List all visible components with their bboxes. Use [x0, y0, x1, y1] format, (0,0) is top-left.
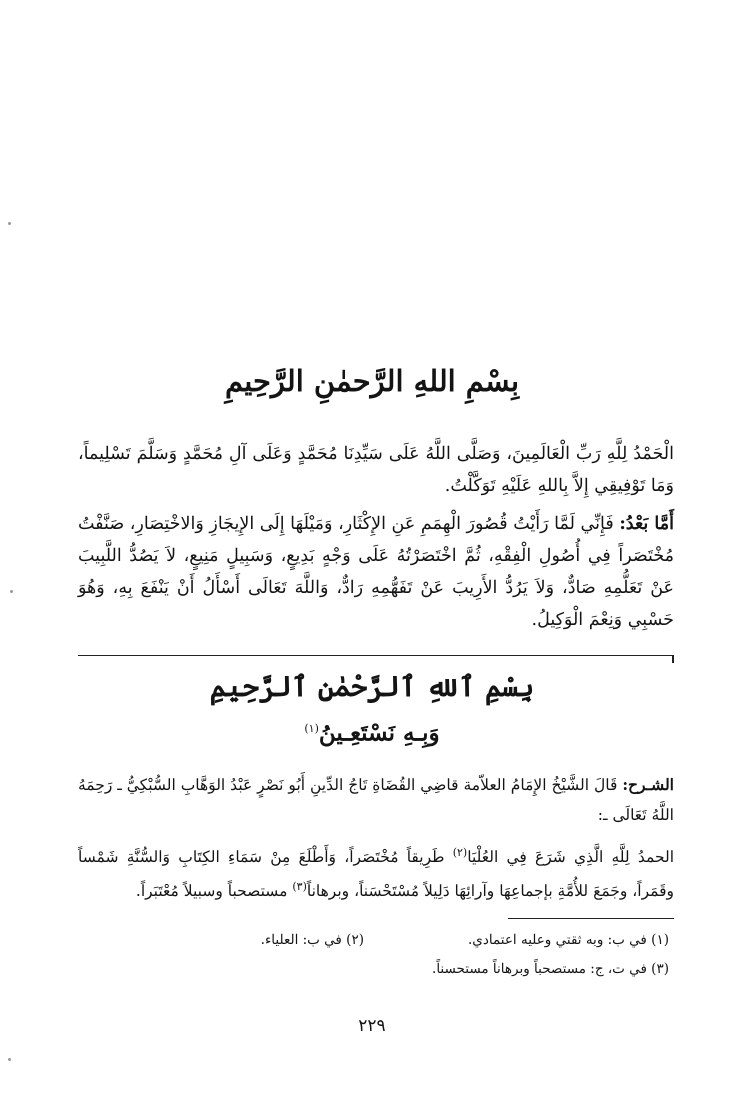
wabihi-text: وَبِـهِ نَسْتَعِـينُ: [318, 719, 440, 747]
section-divider: [78, 655, 674, 656]
sharh-label: الشـرح:: [622, 775, 674, 794]
basmala-heading-matn: بِسْمِ اللهِ الرَّحمٰنِ الرَّحِيمِ: [224, 364, 520, 398]
footnote-ref-1: (١): [304, 722, 319, 735]
scan-speck: [10, 590, 13, 593]
sharh-paragraph-2: [78, 838, 674, 906]
sharh-line-1: قَالَ الشَّيْخُ الإِمَامُ العلاّمة قاضِي القُضَاةِ تَاجُ الدِّينِ أَبُو نَصْرٍ عَبْدُ الوَهَّابِ السُّبْكِيُّ ـ رَحِمَهُ اللَّهُ تَعَالَى ـ:: [78, 776, 674, 824]
scan-speck: [8, 1058, 11, 1061]
wabihi-nastain-heading: [0, 711, 744, 752]
section-divider-end: [672, 655, 674, 663]
sharh-line-2b: طَرِيقاً مُخْتَصَراً، وَأَطْلَعَ مِنْ سَمَاءِ الكِتَابِ وَالسُّنَّةِ شَمْساً وقَمَراً، وجَمَعَ للأُمَّةِ بإجماعِهَا وآرائِهَا دَلِيلاً مُسْتَحْسَناً، وبرهاناً: [78, 848, 674, 901]
sharh-line-2c: مستصحباً وسبيلاً مُعْتَبَراً.: [135, 882, 288, 901]
footnote-ref-2: (٢): [452, 846, 468, 859]
scan-speck: [8, 222, 11, 225]
footnote-3: (٣) في ت، ج: مستصحباً وبرهاناً مستحسناً.: [432, 961, 669, 977]
preface-paragraph-1: الْحَمْدُ لِلَّهِ رَبِّ الْعَالَمِينَ، وَصَلَّى اللَّهُ عَلَى سَيِّدِنَا مُحَمَّدٍ وَعَلَى آلِ مُحَمَّدٍ وَسَلَّمَ تَسْلِيماً، وَمَا تَوْفِيقِي إِلاَّ بِاللهِ عَلَيْهِ تَوَكَّلْتُ.: [78, 444, 674, 496]
sharh-line-2a: الحمدُ لِلَّهِ الَّذِي شَرَعَ فِي العُلْيَا: [467, 848, 674, 867]
footnote-1: (١) في ب: وبه ثقتي وعليه اعتمادي.: [468, 932, 669, 948]
page-number: ٢٢٩: [358, 1016, 386, 1036]
amma-badu-label: أَمَّا بَعْدُ:: [619, 514, 674, 534]
sharh-paragraph-1: [78, 770, 674, 830]
preface-paragraph-2: [78, 508, 674, 636]
footnote-ref-3: (٣): [292, 880, 307, 894]
basmala-heading-sharh: بِسْمِ ٱللهِ ٱلرَّحْمٰنِ ٱلرَّحِيمِ: [209, 670, 535, 703]
footnote-2: (٢) في ب: العلياء.: [260, 932, 364, 948]
preface-paragraph-2-text: فَإِنِّي لَمَّا رَأَيْتُ قُصُورَ الْهِمَمِ عَنِ الإِكْثَارِ، وَمَيْلَهَا إِلَى الإِيجَازِ وَالاخْتِصَارِ، صَنَّفْتُ مُخْتَصَراً فِي أُصُولِ الْفِقْهِ، ثُمَّ اخْتَصَرْتُهُ عَلَى وَجْهٍ بَدِيعٍ، وَسَبِيلٍ مَنِيعٍ، لاَ يَصُدُّ اللَّبِيبَ عَنْ تَعَلُّمِهِ صَادٌّ، وَلاَ يَرُدُّ الأَرِيبَ عَنْ تَفَهُّمِهِ رَادٌّ، وَاللَّهَ تَعَالَى أَسْأَلُ أَنْ يَنْفَعَ بِهِ، وَهُوَ حَسْبِي وَنِعْمَ الْوَكِيلُ.: [78, 514, 674, 630]
footnote-divider: [508, 918, 674, 919]
